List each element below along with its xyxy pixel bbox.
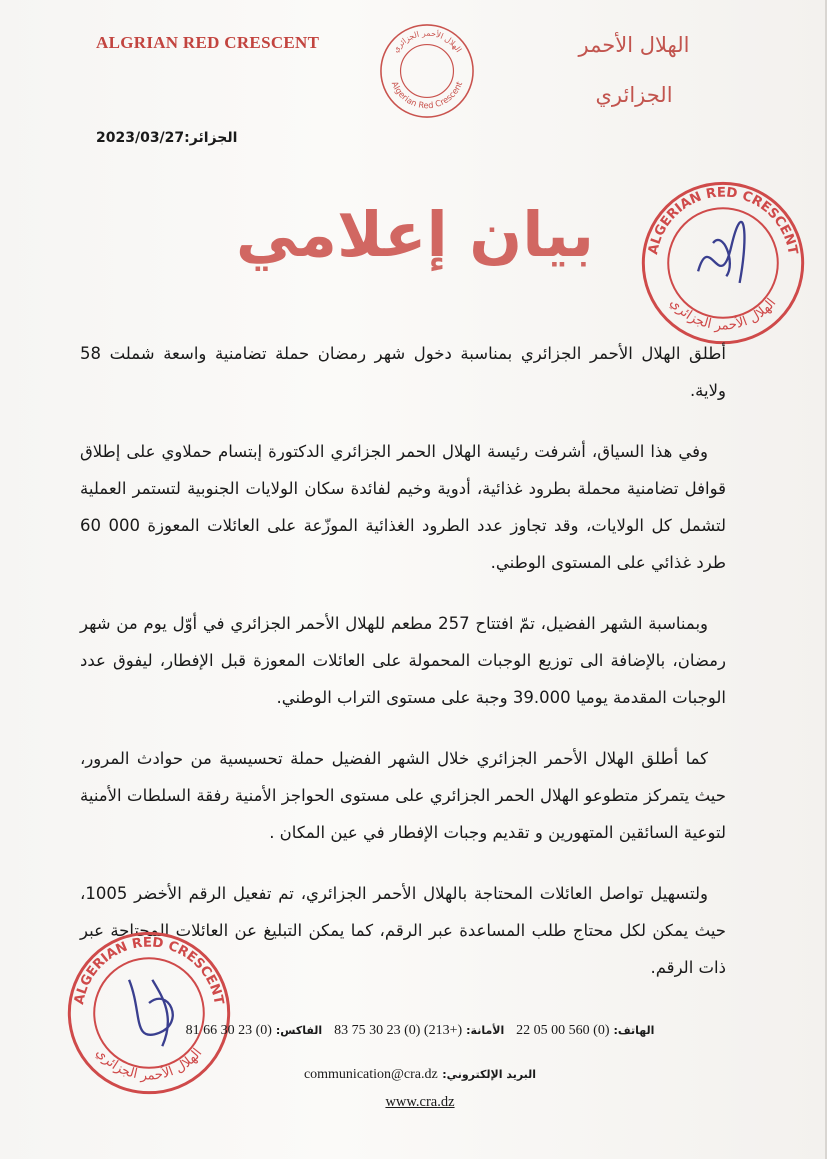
fax-label: الفاكس:: [275, 1024, 323, 1037]
date-label: الجزائر:: [184, 130, 238, 146]
email-link[interactable]: communication@cra.dz: [303, 1067, 438, 1082]
phone-value: 22 05 00 560 (0): [516, 1023, 610, 1038]
crescent-icon: [414, 51, 434, 90]
paragraph-1: أطلق الهلال الأحمر الجزائري بمناسبة دخول شهر رمضان حملة تضامنية واسعة شملت 58 ولاية.: [80, 344, 726, 400]
logo-text-en: Algerian Red Crescent: [389, 79, 465, 111]
stamp-text-en: ALGERIAN RED CRESCENT: [72, 935, 226, 1006]
signature-scribble: [698, 222, 744, 283]
paragraph-4: كما أطلق الهلال الأحمر الجزائري خلال الشهر الفضيل حملة تحسيسية من حوادث المرور، حيث يتمركز متطوعو الهلال الحمر الجزائري على مستوى الحواجز الأمنية رفقة السلطات الأمنية لتوعية السائقين المتهورين و تقديم وجبات الإفطار في عين المكان .: [80, 749, 726, 842]
stamp-text-ar: الهلال الأحمر الجزائري: [92, 1045, 206, 1084]
phone-label: الهاتف:: [613, 1024, 655, 1037]
stamp-text-ar: الهلال الأحمر الجزائري: [666, 295, 780, 334]
org-name-ar-line2: الجزائري: [595, 83, 673, 107]
stamp-text-en: ALGERIAN RED CRESCENT: [646, 185, 800, 256]
org-name-ar-line1: الهلال الأحمر: [578, 33, 690, 57]
paragraph-3: وبمناسبة الشهر الفضيل، تمّ افتتاح 257 مطعم للهلال الأحمر الجزائري في أوّل يوم من شهر رمضان، بالإضافة الى توزيع الوجبات المحمولة على العائلات المعوزة قبل الإفطار، ليفوق عدد الوجبات المقدمة يوميا 39.000 وجبة على مستوى التراب الوطني.: [80, 614, 726, 707]
press-release-body: [80, 335, 726, 1010]
secretariat-value: 83 75 30 23 (0) (213+): [334, 1023, 463, 1038]
org-name-ar: [559, 20, 709, 120]
official-stamp-top: [640, 180, 806, 346]
date-value: 2023/03/27: [96, 130, 185, 146]
red-crescent-logo: [378, 22, 476, 120]
org-name-en: ALGRIAN RED CRESCENT: [96, 33, 320, 52]
email-label: البريد الإلكتروني:: [442, 1068, 537, 1081]
website-link[interactable]: www.cra.dz: [385, 1094, 455, 1110]
date-line: [96, 130, 237, 146]
logo-text-ar: الهلال الأحمر الجزائري: [390, 28, 464, 55]
paragraph-5: ولتسهيل تواصل العائلات المحتاجة بالهلال الأحمر الجزائري، تم تفعيل الرقم الأخضر 1005، حيث يمكن لكل محتاج طلب المساعدة عبر الرقم، كما يمكن التبليغ عن العائلات المحتاجة عبر ذات الرقم.: [80, 884, 726, 977]
email-line: [250, 1066, 590, 1083]
page-title: بيان إعلامي: [235, 198, 595, 271]
official-stamp-bottom: [66, 930, 232, 1096]
fax-value: 81 66 30 23 (0): [185, 1023, 272, 1038]
contact-numbers: [140, 1022, 700, 1039]
paragraph-2: وفي هذا السياق، أشرفت رئيسة الهلال الحمر الجزائري الدكتورة إبتسام حملاوي على إطلاق قوافل تضامنية محملة بطرود غذائية، أدوية وخيم لفائدة سكان الولايات الجنوبية لتستمر العملية لتشمل كل الولايات، وقد تجاوز عدد الطرود الغذائية الموزّعة على العائلات المعوزة 000 60 طرد غذائي على المستوى الوطني.: [80, 442, 726, 572]
secretariat-label: الأمانة:: [466, 1024, 505, 1037]
